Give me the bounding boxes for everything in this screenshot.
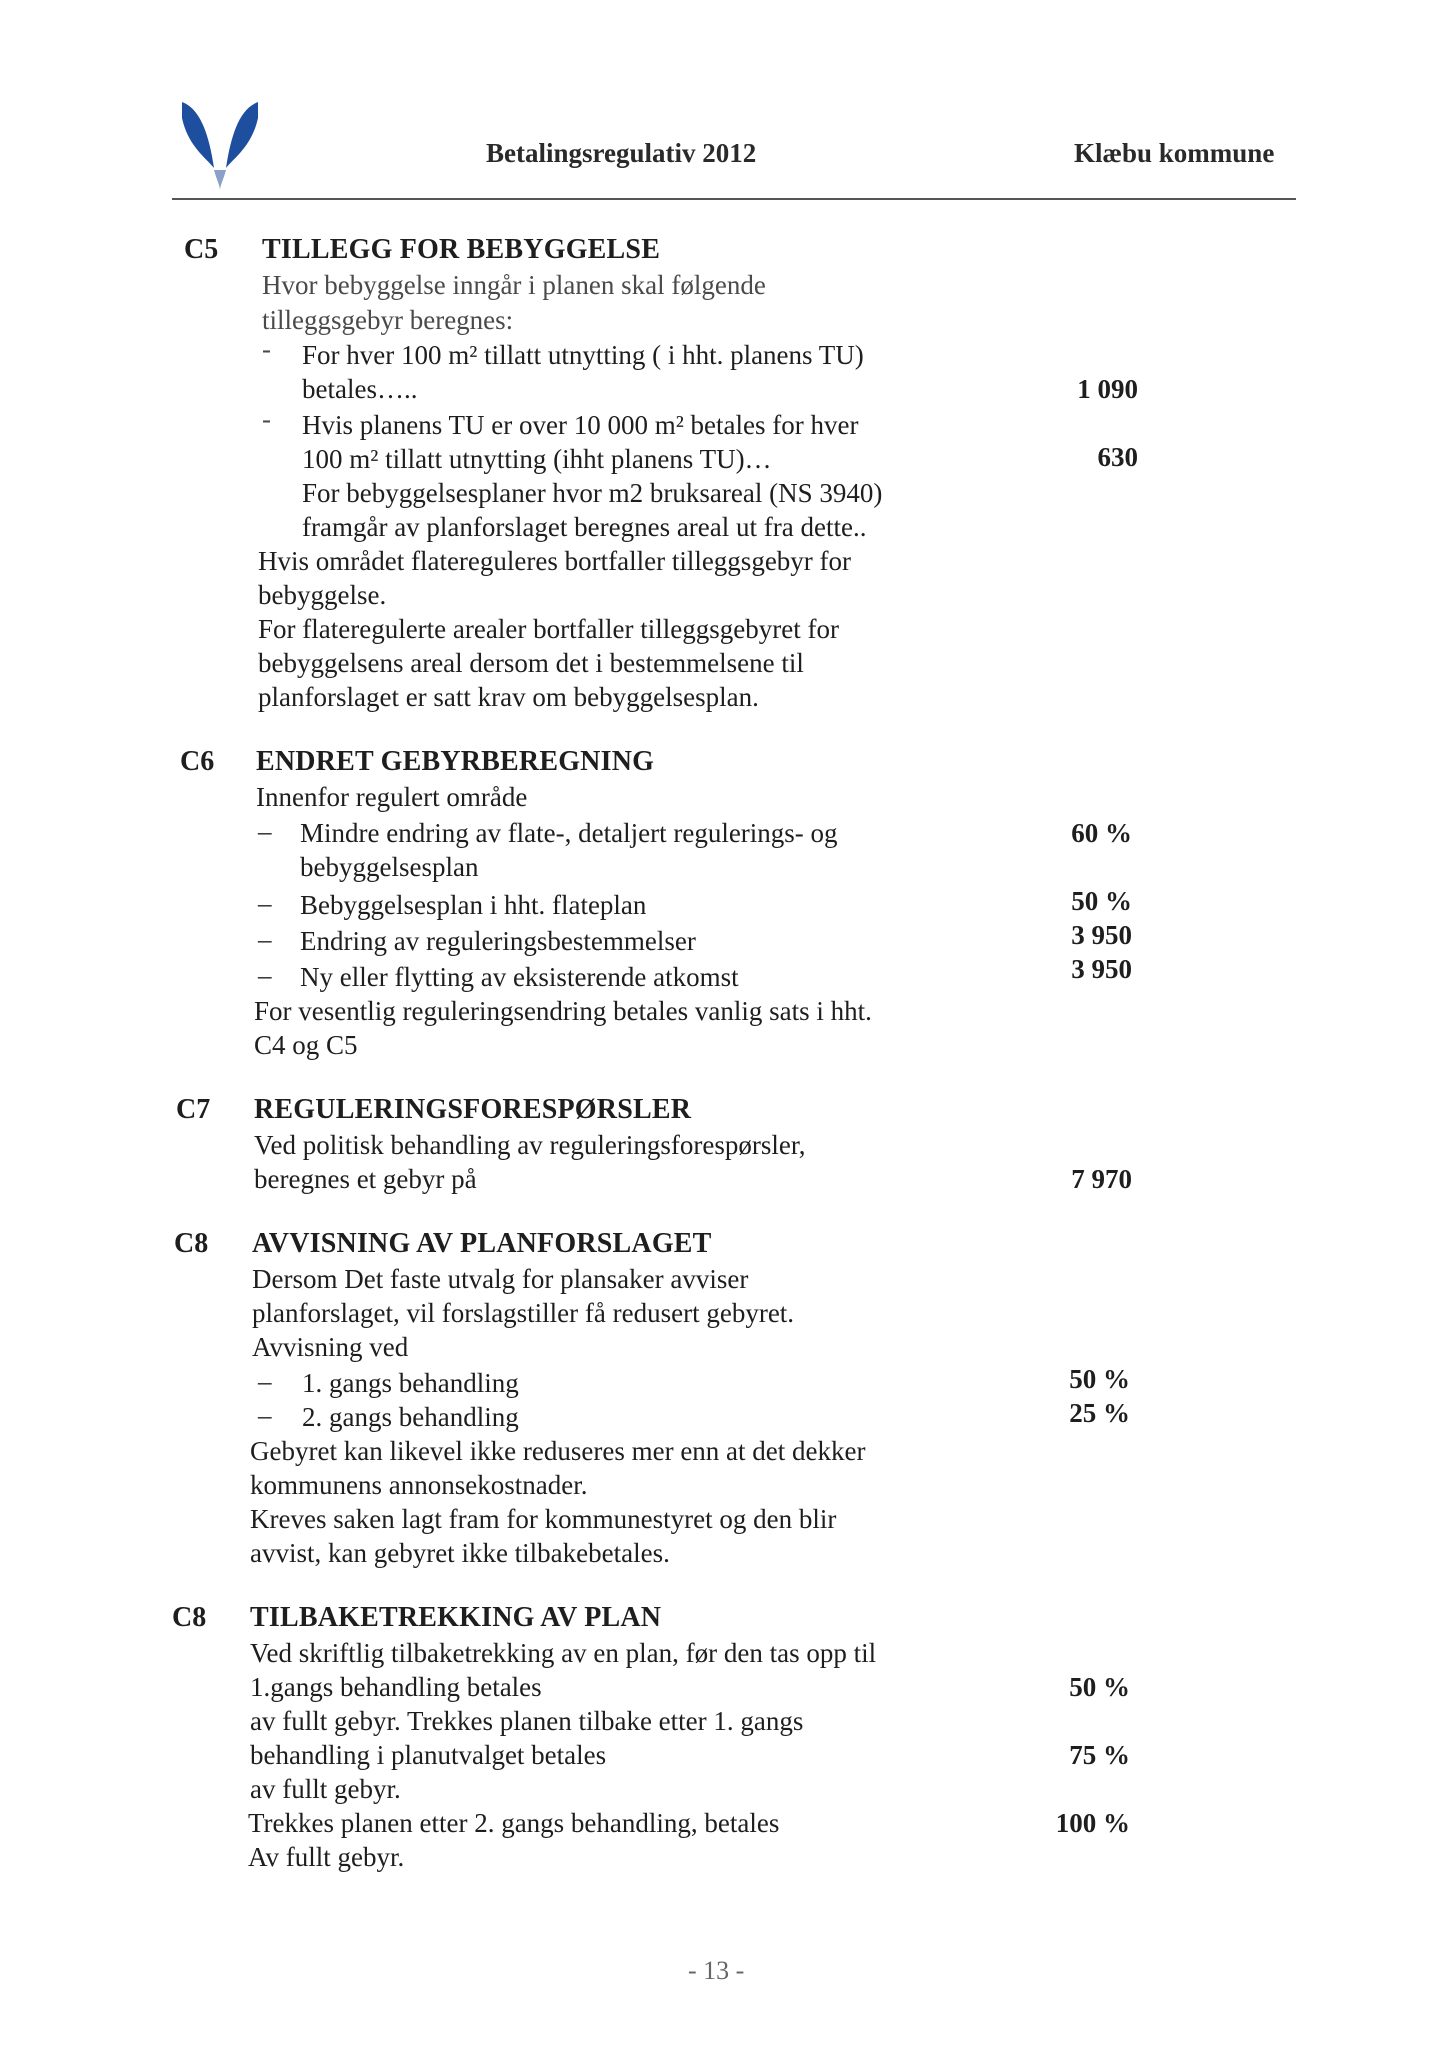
c6-item-value: 3 950 (1071, 920, 1132, 950)
c8a-item-value: 25 % (1069, 1398, 1130, 1428)
c5-item-text: Hvis planens TU er over 10 000 m² betales for hver (302, 410, 859, 440)
c5-item-value: 1 090 (1077, 374, 1138, 404)
section-heading-c7: REGULERINGSFORESPØRSLER (254, 1094, 692, 1125)
c8a-text: planforslaget, vil forslagstiller få redusert gebyret. (252, 1298, 795, 1328)
c8b-value: 75 % (1069, 1740, 1130, 1770)
section-code-c5: C5 (184, 234, 219, 265)
c8a-item-text: 1. gangs behandling (302, 1368, 519, 1398)
c8b-text: av fullt gebyr. (250, 1774, 401, 1804)
c7-text: Ved politisk behandling av reguleringsforespørsler, (254, 1130, 806, 1160)
list-dash: – (258, 1366, 272, 1396)
c6-item-value: 50 % (1071, 886, 1132, 916)
c6-item-text: Endring av reguleringsbestemmelser (300, 926, 696, 956)
section-code-c8: C8 (172, 1602, 207, 1633)
list-dash: – (258, 888, 272, 918)
section-code-c8: C8 (174, 1228, 209, 1259)
c8b-value: 100 % (1055, 1808, 1130, 1838)
c6-intro: Innenfor regulert område (256, 782, 528, 812)
c5-item-text: For hver 100 m² tillatt utnytting ( i hht. planens TU) (302, 340, 864, 370)
section-heading-c6: ENDRET GEBYRBEREGNING (256, 746, 655, 777)
c8b-text: Ved skriftlig tilbaketrekking av en plan, før den tas opp til (250, 1638, 877, 1668)
c5-paragraph: bebyggelse. (258, 580, 387, 610)
c8a-text: Avvisning ved (252, 1332, 409, 1362)
list-dash: – (258, 960, 272, 990)
c6-note: For vesentlig reguleringsendring betales vanlig sats i hht. (254, 996, 872, 1026)
c6-item-value: 3 950 (1071, 954, 1132, 984)
c6-note: C4 og C5 (254, 1030, 358, 1060)
c8a-note: Gebyret kan likevel ikke reduseres mer enn at det dekker (250, 1436, 866, 1466)
c8a-item-value: 50 % (1069, 1364, 1130, 1394)
list-dash: – (258, 816, 272, 846)
c7-text: beregnes et gebyr på (254, 1164, 477, 1194)
page-number: - 13 - (688, 1956, 745, 1985)
c6-item-value: 60 % (1071, 818, 1132, 848)
c8a-text: Dersom Det faste utvalg for plansaker avviser (252, 1264, 749, 1294)
list-dash: – (258, 924, 272, 954)
c5-paragraph: Hvis området flatereguleres bortfaller tilleggsgebyr for (258, 546, 852, 576)
c5-item-text: 100 m² tillatt utnytting (ihht planens TU)… (302, 444, 772, 474)
c8b-value: 50 % (1069, 1672, 1130, 1702)
c8a-note: Kreves saken lagt fram for kommunestyret og den blir (250, 1504, 837, 1534)
c8b-text: Trekkes planen etter 2. gangs behandling, betales (248, 1808, 780, 1838)
section-code-c6: C6 (180, 746, 215, 777)
municipality-coat-of-arms (178, 98, 262, 194)
c6-item-text: Ny eller flytting av eksisterende atkomst (300, 962, 739, 992)
c5-paragraph: For flateregulerte arealer bortfaller tilleggsgebyret for (258, 614, 839, 644)
c8b-text: behandling i planutvalget betales (250, 1740, 607, 1770)
c5-intro-line: tilleggsgebyr beregnes: (262, 305, 514, 335)
section-heading-c5: TILLEGG FOR BEBYGGELSE (262, 234, 661, 265)
c7-value: 7 970 (1071, 1164, 1132, 1194)
c8b-text: Av fullt gebyr. (248, 1842, 405, 1872)
section-heading-c8-avvisning: AVVISNING AV PLANFORSLAGET (252, 1228, 712, 1259)
c8a-item-text: 2. gangs behandling (302, 1402, 519, 1432)
c6-item-text: Bebyggelsesplan i hht. flateplan (300, 890, 647, 920)
municipality-name: Klæbu kommune (1074, 138, 1275, 168)
c5-item-text: betales….. (302, 374, 418, 404)
list-dash: - (262, 404, 271, 434)
document-title: Betalingsregulativ 2012 (486, 138, 757, 168)
c5-paragraph: bebyggelsens areal dersom det i bestemmelsene til (258, 648, 804, 678)
c6-item-text: bebyggelsesplan (300, 852, 479, 882)
c5-paragraph: planforslaget er satt krav om bebyggelsesplan. (258, 682, 759, 712)
list-dash: - (262, 334, 271, 364)
c8a-note: avvist, kan gebyret ikke tilbakebetales. (250, 1538, 670, 1568)
c5-item-value: 630 (1097, 442, 1138, 472)
c8b-text: 1.gangs behandling betales (250, 1672, 542, 1702)
header-divider (172, 198, 1296, 200)
c8a-note: kommunens annonsekostnader. (250, 1470, 588, 1500)
section-code-c7: C7 (176, 1094, 211, 1125)
c5-note-text: framgår av planforslaget beregnes areal ut fra dette.. (302, 512, 867, 542)
list-dash: – (258, 1400, 272, 1430)
section-heading-c8-tilbaketrekking: TILBAKETREKKING AV PLAN (250, 1602, 662, 1633)
c5-note-text: For bebyggelsesplaner hvor m2 bruksareal (NS 3940) (302, 478, 883, 508)
c8b-text: av fullt gebyr. Trekkes planen tilbake etter 1. gangs (250, 1706, 804, 1736)
c6-item-text: Mindre endring av flate-, detaljert regulerings- og (300, 818, 838, 848)
c5-intro-line: Hvor bebyggelse inngår i planen skal følgende (262, 270, 766, 300)
